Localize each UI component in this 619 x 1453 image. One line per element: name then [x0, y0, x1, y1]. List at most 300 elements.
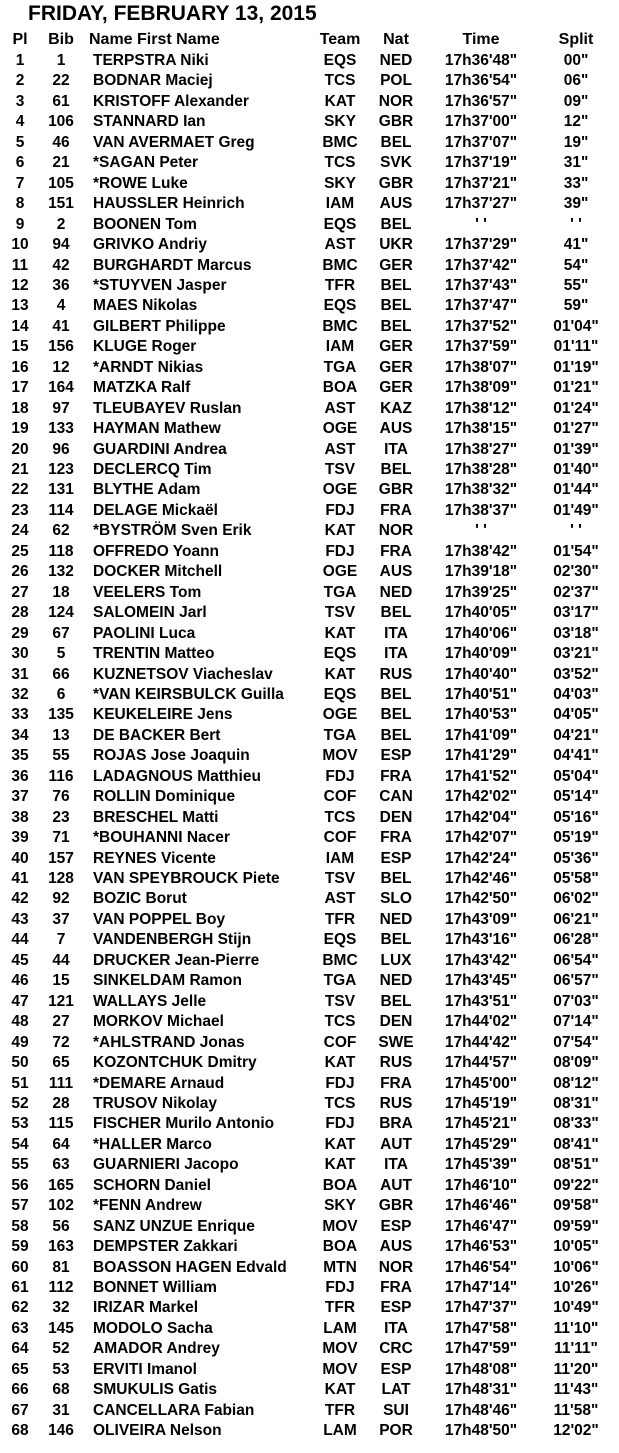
- split-cell: 05'04": [553, 767, 599, 785]
- nat-cell: GBR: [378, 481, 414, 499]
- name-cell: *BYSTRÖM Sven Erik: [93, 522, 252, 540]
- pl-cell: 46: [11, 972, 29, 990]
- team-cell: FDJ: [325, 1115, 355, 1133]
- pl-cell: 48: [11, 1013, 29, 1031]
- split-cell: 01'21": [553, 379, 599, 397]
- team-cell: TGA: [323, 726, 357, 744]
- nat-cell: CRC: [379, 1340, 413, 1358]
- name-cell: KLUGE Roger: [93, 338, 197, 356]
- bib-cell: 111: [48, 1074, 74, 1092]
- nat-cell: GER: [379, 358, 413, 376]
- name-cell: GRIVKO Andriy: [93, 236, 207, 254]
- nat-cell: BEL: [380, 133, 412, 151]
- name-cell: GUARDINI Andrea: [93, 440, 227, 458]
- team-cell: TFR: [324, 276, 356, 294]
- pl-cell: 27: [11, 583, 29, 601]
- time-cell: 17h42'46": [444, 870, 518, 887]
- pl-cell: 14: [11, 317, 29, 335]
- time-cell: ' ': [475, 522, 487, 540]
- time-cell: 17h38'27": [444, 440, 518, 458]
- team-cell: MOV: [322, 1217, 358, 1235]
- pl-cell: 2: [15, 72, 25, 90]
- split-cell: 12'02": [553, 1422, 599, 1440]
- bib-cell: 61: [52, 92, 70, 110]
- team-cell: COF: [323, 1033, 357, 1051]
- split-cell: 03'17": [553, 604, 599, 622]
- table-row: [0, 1298, 619, 1319]
- split-cell: 10'49": [553, 1299, 599, 1317]
- bib-cell: 146: [48, 1422, 74, 1440]
- pl-cell: 42: [11, 890, 29, 908]
- split-cell: 07'14": [553, 1013, 599, 1031]
- name-cell: BURGHARDT Marcus: [93, 256, 252, 274]
- pl-cell: 7: [15, 174, 25, 192]
- bib-cell: 121: [48, 992, 74, 1010]
- pl-cell: 31: [11, 665, 29, 683]
- bib-cell: 112: [48, 1279, 74, 1296]
- name-cell: OFFREDO Yoann: [93, 542, 220, 560]
- bib-cell: 63: [52, 1156, 70, 1174]
- nat-cell: DEN: [379, 808, 413, 826]
- time-cell: 17h37'27": [444, 195, 518, 213]
- table-row: [0, 1319, 619, 1340]
- time-cell: 17h48'50": [444, 1422, 518, 1440]
- pl-cell: 40: [11, 849, 29, 867]
- table-row: [0, 256, 619, 277]
- name-cell: MATZKA Ralf: [93, 379, 191, 397]
- team-cell: IAM: [325, 849, 355, 867]
- time-cell: 17h47'58": [444, 1319, 518, 1337]
- table-row: [0, 1237, 619, 1258]
- name-cell: KOZONTCHUK Dmitry: [93, 1054, 257, 1072]
- split-cell: 08'31": [553, 1094, 599, 1112]
- table-row: [0, 849, 619, 870]
- split-cell: 06'21": [553, 910, 599, 928]
- pl-cell: 10: [11, 236, 29, 254]
- time-cell: 17h44'02": [444, 1013, 518, 1031]
- time-cell: 17h37'52": [444, 317, 518, 335]
- bib-cell: 133: [48, 420, 74, 438]
- name-cell: *BOUHANNI Nacer: [93, 829, 230, 847]
- table-row: [0, 440, 619, 461]
- team-cell: TCS: [324, 1094, 356, 1112]
- time-cell: 17h46'54": [444, 1258, 518, 1276]
- table-row: [0, 624, 619, 645]
- bib-cell: 156: [48, 338, 74, 356]
- pl-cell: 58: [11, 1217, 29, 1235]
- table-row: [0, 746, 619, 767]
- split-cell: 08'12": [553, 1074, 599, 1092]
- bib-cell: 4: [56, 297, 66, 315]
- bib-cell: 97: [52, 399, 70, 417]
- table-row: [0, 1033, 619, 1054]
- table-row: [0, 1074, 619, 1095]
- split-cell: 05'58": [553, 870, 599, 887]
- bib-cell: 71: [52, 829, 70, 847]
- time-cell: 17h41'09": [444, 726, 518, 744]
- time-cell: 17h38'09": [444, 379, 518, 397]
- pl-cell: 50: [11, 1054, 29, 1072]
- time-cell: 17h39'25": [444, 583, 518, 601]
- name-cell: *DEMARE Arnaud: [93, 1074, 225, 1092]
- split-cell: 04'41": [553, 747, 599, 765]
- time-cell: 17h46'47": [444, 1217, 518, 1235]
- name-cell: BRESCHEL Matti: [93, 808, 219, 826]
- pl-cell: 43: [11, 910, 29, 928]
- bib-cell: 135: [48, 706, 74, 724]
- time-cell: 17h37'00": [444, 113, 518, 131]
- bib-cell: 31: [52, 1401, 70, 1419]
- time-cell: 17h46'53": [444, 1238, 518, 1256]
- name-cell: BODNAR Maciej: [93, 72, 213, 90]
- name-cell: PAOLINI Luca: [93, 624, 196, 642]
- pl-cell: 29: [11, 624, 29, 642]
- bib-cell: 32: [52, 1299, 70, 1317]
- time-cell: 17h48'08": [444, 1360, 518, 1378]
- name-cell: GUARNIERI Jacopo: [93, 1156, 239, 1174]
- split-cell: 07'54": [553, 1033, 599, 1051]
- table-row: [0, 828, 619, 849]
- split-cell: 08'51": [553, 1156, 599, 1174]
- split-cell: 03'52": [553, 665, 599, 683]
- table-row: [0, 603, 619, 624]
- nat-cell: GBR: [378, 1197, 414, 1215]
- name-cell: KUZNETSOV Viacheslav: [93, 665, 273, 683]
- name-cell: *HALLER Marco: [93, 1135, 212, 1153]
- team-cell: AST: [324, 440, 356, 458]
- pl-cell: 4: [15, 113, 25, 131]
- pl-cell: 1: [15, 52, 25, 69]
- name-cell: SINKELDAM Ramon: [93, 972, 242, 990]
- nat-cell: FRA: [380, 767, 412, 785]
- split-cell: 09'58": [553, 1197, 599, 1215]
- page-title: FRIDAY, FEBRUARY 13, 2015: [28, 2, 317, 25]
- nat-cell: LUX: [380, 951, 412, 969]
- team-cell: BOA: [322, 1238, 358, 1256]
- team-cell: LAM: [323, 1319, 357, 1337]
- team-cell: LAM: [323, 1422, 357, 1440]
- split-cell: 04'21": [553, 726, 599, 744]
- name-cell: BOASSON HAGEN Edvald: [93, 1258, 287, 1276]
- time-cell: 17h37'29": [444, 236, 518, 254]
- team-cell: SKY: [324, 1197, 356, 1215]
- nat-cell: GER: [379, 379, 413, 397]
- nat-cell: AUT: [380, 1135, 412, 1153]
- bib-cell: 36: [52, 276, 70, 294]
- time-cell: 17h43'09": [444, 910, 518, 928]
- split-cell: 05'36": [553, 849, 599, 867]
- bib-cell: 13: [52, 726, 70, 744]
- split-cell: 05'14": [553, 788, 599, 806]
- table-row: [0, 1176, 619, 1197]
- split-cell: 06'57": [553, 972, 599, 990]
- bib-cell: 28: [52, 1094, 70, 1112]
- name-cell: DE BACKER Bert: [93, 726, 221, 744]
- time-cell: 17h36'48": [444, 52, 518, 69]
- split-cell: 00": [563, 52, 589, 69]
- name-cell: TRUSOV Nikolay: [93, 1094, 218, 1112]
- pl-cell: 59: [11, 1238, 29, 1256]
- split-cell: 01'24": [553, 399, 599, 417]
- name-cell: DEMPSTER Zakkari: [93, 1238, 238, 1256]
- split-cell: 31": [563, 154, 589, 172]
- bib-cell: 46: [52, 133, 70, 151]
- split-cell: 06'02": [553, 890, 599, 908]
- split-cell: 10'06": [553, 1258, 599, 1276]
- name-cell: HAUSSLER Heinrich: [93, 195, 245, 213]
- name-cell: ROJAS Jose Joaquin: [93, 747, 250, 765]
- team-cell: EQS: [323, 685, 357, 703]
- bib-cell: 15: [52, 972, 70, 990]
- nat-cell: NED: [379, 972, 413, 990]
- split-cell: 01'54": [553, 542, 599, 560]
- name-cell: VAN POPPEL Boy: [93, 910, 226, 928]
- pl-cell: 51: [11, 1074, 29, 1092]
- bib-cell: 163: [48, 1238, 74, 1256]
- bib-cell: 68: [52, 1381, 70, 1399]
- split-cell: 06'54": [553, 951, 599, 969]
- split-cell: 04'03": [553, 685, 599, 703]
- team-cell: OGE: [322, 481, 358, 499]
- split-cell: 01'44": [553, 481, 599, 499]
- pl-cell: 67: [11, 1401, 29, 1419]
- table-row: [0, 337, 619, 358]
- team-cell: KAT: [324, 624, 356, 642]
- time-cell: 17h42'04": [444, 808, 518, 826]
- name-cell: AMADOR Andrey: [93, 1340, 220, 1358]
- split-cell: 01'49": [553, 501, 599, 519]
- table-row: [0, 787, 619, 808]
- pl-cell: 18: [11, 399, 29, 417]
- team-cell: KAT: [324, 1381, 356, 1399]
- team-cell: BMC: [322, 133, 358, 151]
- bib-cell: 64: [52, 1135, 70, 1153]
- table-row: [0, 51, 619, 72]
- pl-cell: 13: [11, 297, 29, 315]
- nat-cell: AUS: [379, 563, 413, 581]
- name-cell: TERPSTRA Niki: [93, 52, 209, 69]
- name-cell: MAES Nikolas: [93, 297, 198, 315]
- bib-cell: 12: [52, 358, 70, 376]
- split-cell: 11'58": [553, 1401, 599, 1419]
- name-cell: VAN SPEYBROUCK Piete: [93, 870, 280, 887]
- time-cell: 17h40'06": [444, 624, 518, 642]
- team-cell: KAT: [324, 92, 356, 110]
- team-cell: TSV: [324, 870, 356, 887]
- split-cell: 19": [563, 133, 589, 151]
- name-cell: SANZ UNZUE Enrique: [93, 1217, 255, 1235]
- bib-cell: 41: [52, 317, 70, 335]
- team-cell: COF: [323, 829, 357, 847]
- table-row: [0, 174, 619, 195]
- split-cell: 55": [563, 276, 589, 294]
- name-cell: DOCKER Mitchell: [93, 563, 223, 581]
- split-cell: 09": [563, 92, 589, 110]
- split-cell: 41": [563, 236, 589, 254]
- pl-cell: 47: [11, 992, 29, 1010]
- nat-cell: FRA: [380, 501, 412, 519]
- time-cell: 17h45'39": [444, 1156, 518, 1174]
- table-row: [0, 317, 619, 338]
- split-cell: 11'43": [553, 1381, 599, 1399]
- team-cell: KAT: [324, 522, 356, 540]
- team-cell: BMC: [322, 256, 358, 274]
- team-cell: KAT: [324, 1054, 356, 1072]
- table-row: [0, 194, 619, 215]
- table-row: [0, 1114, 619, 1135]
- team-cell: TFR: [324, 1401, 356, 1419]
- name-cell: MODOLO Sacha: [93, 1319, 213, 1337]
- name-cell: LADAGNOUS Matthieu: [93, 767, 261, 785]
- bib-cell: 42: [52, 256, 70, 274]
- bib-cell: 118: [48, 542, 74, 560]
- split-cell: 12": [563, 113, 589, 131]
- nat-cell: ITA: [384, 1156, 408, 1174]
- bib-cell: 65: [52, 1054, 70, 1072]
- table-row: [0, 1421, 619, 1442]
- nat-cell: FRA: [380, 829, 412, 847]
- name-cell: TLEUBAYEV Ruslan: [93, 399, 242, 417]
- nat-cell: FRA: [380, 1279, 412, 1296]
- bib-cell: 116: [48, 767, 74, 785]
- team-cell: FDJ: [325, 1279, 355, 1296]
- split-cell: 01'40": [553, 461, 599, 478]
- team-cell: KAT: [324, 665, 356, 683]
- nat-cell: GBR: [378, 174, 414, 192]
- team-cell: TSV: [324, 461, 356, 478]
- nat-cell: AUS: [379, 195, 413, 213]
- team-cell: EQS: [323, 931, 357, 949]
- table-row: [0, 1217, 619, 1238]
- team-cell: BMC: [322, 317, 358, 335]
- team-cell: TFR: [324, 910, 356, 928]
- split-cell: 06": [563, 72, 589, 90]
- time-cell: 17h43'51": [444, 992, 518, 1010]
- time-cell: 17h47'14": [444, 1279, 518, 1296]
- header-pl: Pl: [12, 31, 28, 48]
- nat-cell: RUS: [379, 1094, 413, 1112]
- team-cell: MTN: [323, 1258, 357, 1276]
- time-cell: 17h45'00": [444, 1074, 518, 1092]
- bib-cell: 67: [52, 624, 70, 642]
- name-cell: *VAN KEIRSBULCK Guilla: [93, 685, 284, 703]
- time-cell: 17h42'24": [444, 849, 518, 867]
- team-cell: OGE: [322, 563, 358, 581]
- bib-cell: 21: [52, 154, 70, 172]
- team-cell: EQS: [323, 215, 357, 233]
- split-cell: 01'27": [553, 420, 599, 438]
- nat-cell: BEL: [380, 215, 412, 233]
- team-cell: OGE: [322, 706, 358, 724]
- table-row: [0, 235, 619, 256]
- team-cell: EQS: [323, 52, 357, 69]
- pl-cell: 9: [15, 215, 25, 233]
- nat-cell: ITA: [384, 624, 408, 642]
- nat-cell: RUS: [379, 665, 413, 683]
- table-row: [0, 1339, 619, 1360]
- time-cell: 17h48'31": [444, 1381, 518, 1399]
- nat-cell: FRA: [380, 542, 412, 560]
- split-cell: 01'39": [553, 440, 599, 458]
- split-cell: 54": [563, 256, 589, 274]
- time-cell: 17h39'18": [444, 563, 518, 581]
- nat-cell: GER: [379, 338, 413, 356]
- nat-cell: DEN: [379, 1013, 413, 1031]
- team-cell: SKY: [324, 113, 356, 131]
- name-cell: BONNET William: [93, 1279, 217, 1296]
- pl-cell: 15: [11, 338, 29, 356]
- bib-cell: 1: [56, 52, 66, 69]
- table-row: [0, 419, 619, 440]
- team-cell: FDJ: [325, 1074, 355, 1092]
- split-cell: 11'11": [554, 1340, 598, 1358]
- name-cell: DECLERCQ Tim: [93, 461, 212, 478]
- time-cell: 17h36'57": [444, 92, 518, 110]
- team-cell: KAT: [324, 1156, 356, 1174]
- nat-cell: ESP: [380, 1299, 412, 1317]
- time-cell: 17h46'46": [444, 1197, 518, 1215]
- name-cell: KEUKELEIRE Jens: [93, 706, 233, 724]
- name-cell: VAN AVERMAET Greg: [93, 133, 255, 151]
- nat-cell: GBR: [378, 113, 414, 131]
- time-cell: 17h44'42": [444, 1033, 518, 1051]
- name-cell: *ARNDT Nikias: [93, 358, 204, 376]
- time-cell: 17h43'42": [444, 951, 518, 969]
- table-row: [0, 1155, 619, 1176]
- time-cell: 17h38'07": [444, 358, 518, 376]
- table-row: [0, 1360, 619, 1381]
- team-cell: TCS: [324, 154, 356, 172]
- nat-cell: GER: [379, 256, 413, 274]
- bib-cell: 105: [48, 174, 74, 192]
- bib-cell: 123: [48, 461, 74, 478]
- nat-cell: SVK: [380, 154, 412, 172]
- pl-cell: 28: [11, 604, 29, 622]
- time-cell: 17h47'59": [444, 1340, 518, 1358]
- bib-cell: 132: [48, 563, 74, 581]
- bib-cell: 131: [48, 481, 74, 499]
- header-bib: Bib: [48, 31, 74, 48]
- table-row: [0, 1094, 619, 1115]
- table-row: [0, 562, 619, 583]
- split-cell: 08'33": [553, 1115, 599, 1133]
- pl-cell: 26: [11, 563, 29, 581]
- split-cell: ' ': [570, 522, 582, 540]
- team-cell: IAM: [325, 195, 355, 213]
- time-cell: 17h38'37": [444, 501, 518, 519]
- nat-cell: BEL: [380, 461, 412, 478]
- bib-cell: 56: [52, 1217, 70, 1235]
- split-cell: 03'18": [553, 624, 599, 642]
- nat-cell: ITA: [384, 440, 408, 458]
- team-cell: TFR: [324, 1299, 356, 1317]
- split-cell: 05'16": [553, 808, 599, 826]
- nat-cell: BEL: [380, 726, 412, 744]
- table-row: [0, 665, 619, 686]
- nat-cell: NED: [379, 583, 413, 601]
- pl-cell: 33: [11, 706, 29, 724]
- time-cell: 17h38'42": [444, 542, 518, 560]
- nat-cell: NED: [379, 52, 413, 69]
- team-cell: MOV: [322, 1360, 358, 1378]
- nat-cell: BEL: [380, 297, 412, 315]
- name-cell: CANCELLARA Fabian: [93, 1401, 255, 1419]
- table-row: [0, 869, 619, 890]
- pl-cell: 30: [11, 645, 29, 663]
- bib-cell: 55: [52, 747, 70, 765]
- nat-cell: UKR: [379, 236, 413, 254]
- split-cell: 11'10": [553, 1319, 599, 1337]
